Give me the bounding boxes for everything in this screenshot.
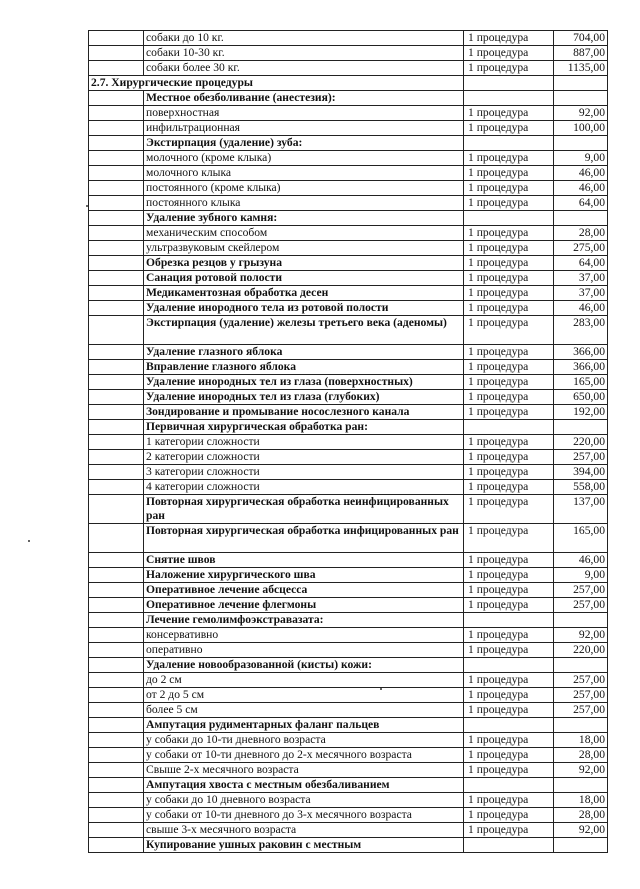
price-cell	[554, 778, 608, 793]
table-row	[89, 256, 608, 271]
table-row	[89, 673, 608, 688]
unit-cell: 1 процедура	[464, 435, 554, 450]
blank-cell	[89, 46, 144, 61]
procedure-name: собаки до 10 кг.	[144, 31, 464, 46]
table-row	[89, 420, 608, 435]
unit-cell: 1 процедура	[464, 405, 554, 420]
price-cell: 9,00	[554, 568, 608, 583]
price-cell	[554, 838, 608, 853]
blank-cell	[89, 196, 144, 211]
table-row	[89, 151, 608, 166]
procedure-name: у собаки до 10-ти дневного возраста	[144, 733, 464, 748]
price-cell: 650,00	[554, 390, 608, 405]
blank-cell	[89, 658, 144, 673]
price-cell: 220,00	[554, 435, 608, 450]
blank-cell	[89, 106, 144, 121]
price-cell: 18,00	[554, 733, 608, 748]
blank-cell	[89, 763, 144, 778]
table-row	[89, 495, 608, 524]
unit-cell: 1 процедура	[464, 301, 554, 316]
procedure-name: инфильтрационная	[144, 121, 464, 136]
blank-cell	[89, 838, 144, 853]
table-row	[89, 583, 608, 598]
blank-cell	[89, 628, 144, 643]
table-row	[89, 106, 608, 121]
table-row	[89, 345, 608, 360]
unit-cell	[464, 613, 554, 628]
unit-cell: 1 процедура	[464, 495, 554, 524]
unit-cell: 1 процедура	[464, 121, 554, 136]
procedure-name: ультразвуковым скейлером	[144, 241, 464, 256]
table-row	[89, 316, 608, 345]
blank-cell	[89, 420, 144, 435]
blank-cell	[89, 808, 144, 823]
group-heading: Удаление зубного камня:	[144, 211, 464, 226]
table-row	[89, 613, 608, 628]
unit-cell	[464, 658, 554, 673]
table-row	[89, 733, 608, 748]
procedure-name: Удаление глазного яблока	[144, 345, 464, 360]
table-row	[89, 718, 608, 733]
table-row	[89, 360, 608, 375]
unit-cell: 1 процедура	[464, 61, 554, 76]
unit-cell	[464, 76, 554, 91]
price-cell: 257,00	[554, 688, 608, 703]
unit-cell	[464, 136, 554, 151]
section-heading: 2.7. Хирургические процедуры	[89, 76, 464, 91]
price-cell	[554, 420, 608, 435]
procedure-name: Удаление инородного тела из ротовой полости	[144, 301, 464, 316]
table-row	[89, 823, 608, 838]
procedure-name: собаки более 30 кг.	[144, 61, 464, 76]
blank-cell	[89, 703, 144, 718]
unit-cell	[464, 91, 554, 106]
procedure-name: 3 категории сложности	[144, 465, 464, 480]
blank-cell	[89, 390, 144, 405]
table-row	[89, 480, 608, 495]
price-cell: 100,00	[554, 121, 608, 136]
procedure-name: Обрезка резцов у грызуна	[144, 256, 464, 271]
group-heading: Первичная хирургическая обработка ран:	[144, 420, 464, 435]
table-row	[89, 166, 608, 181]
table-row	[89, 31, 608, 46]
procedure-name: молочного (кроме клыка)	[144, 151, 464, 166]
price-cell: 92,00	[554, 763, 608, 778]
blank-cell	[89, 643, 144, 658]
price-cell	[554, 211, 608, 226]
price-cell: 28,00	[554, 748, 608, 763]
price-cell: 46,00	[554, 301, 608, 316]
price-cell	[554, 76, 608, 91]
unit-cell: 1 процедура	[464, 226, 554, 241]
unit-cell: 1 процедура	[464, 196, 554, 211]
procedure-name: у собаки от 10-ти дневного до 2-х месячного возраста	[144, 748, 464, 763]
table-row	[89, 598, 608, 613]
procedure-name: оперативно	[144, 643, 464, 658]
price-cell: 257,00	[554, 673, 608, 688]
unit-cell: 1 процедура	[464, 450, 554, 465]
price-cell	[554, 658, 608, 673]
table-row	[89, 46, 608, 61]
procedure-name: Повторная хирургическая обработка инфицированных ран	[144, 524, 464, 553]
blank-cell	[89, 613, 144, 628]
table-row	[89, 121, 608, 136]
blank-cell	[89, 256, 144, 271]
blank-cell	[89, 241, 144, 256]
table-row	[89, 405, 608, 420]
procedure-name: Оперативное лечение абсцесса	[144, 583, 464, 598]
price-cell	[554, 613, 608, 628]
unit-cell: 1 процедура	[464, 524, 554, 553]
table-row	[89, 658, 608, 673]
unit-cell: 1 процедура	[464, 673, 554, 688]
procedure-name: 2 категории сложности	[144, 450, 464, 465]
unit-cell: 1 процедура	[464, 823, 554, 838]
price-cell: 18,00	[554, 793, 608, 808]
blank-cell	[89, 793, 144, 808]
unit-cell: 1 процедура	[464, 480, 554, 495]
procedure-name: Экстирпация (удаление) железы третьего века (аденомы)	[144, 316, 464, 345]
blank-cell	[89, 733, 144, 748]
blank-cell	[89, 598, 144, 613]
price-cell: 366,00	[554, 360, 608, 375]
table-row	[89, 196, 608, 211]
blank-cell	[89, 61, 144, 76]
price-cell: 137,00	[554, 495, 608, 524]
table-row	[89, 181, 608, 196]
procedure-name: Зондирование и промывание носослезного канала	[144, 405, 464, 420]
table-row	[89, 688, 608, 703]
unit-cell	[464, 420, 554, 435]
group-heading: Лечение гемолимфоэкстравазата:	[144, 613, 464, 628]
unit-cell: 1 процедура	[464, 31, 554, 46]
table-row	[89, 763, 608, 778]
blank-cell	[89, 748, 144, 763]
table-row	[89, 226, 608, 241]
blank-cell	[89, 480, 144, 495]
unit-cell: 1 процедура	[464, 256, 554, 271]
price-cell: 366,00	[554, 345, 608, 360]
procedure-name: молочного клыка	[144, 166, 464, 181]
unit-cell: 1 процедура	[464, 360, 554, 375]
table-row	[89, 643, 608, 658]
price-cell: 257,00	[554, 703, 608, 718]
blank-cell	[89, 181, 144, 196]
unit-cell: 1 процедура	[464, 106, 554, 121]
price-cell: 92,00	[554, 106, 608, 121]
procedure-name: Удаление инородных тел из глаза (поверхностных)	[144, 375, 464, 390]
procedure-name: Наложение хирургического шва	[144, 568, 464, 583]
price-cell: 257,00	[554, 583, 608, 598]
procedure-name: собаки 10-30 кг.	[144, 46, 464, 61]
unit-cell	[464, 211, 554, 226]
procedure-name: у собаки от 10-ти дневного до 3-х месячного возраста	[144, 808, 464, 823]
table-row	[89, 76, 608, 91]
unit-cell: 1 процедура	[464, 241, 554, 256]
price-cell: 64,00	[554, 256, 608, 271]
price-cell: 394,00	[554, 465, 608, 480]
price-cell: 165,00	[554, 524, 608, 553]
unit-cell: 1 процедура	[464, 166, 554, 181]
blank-cell	[89, 495, 144, 524]
procedure-name: Оперативное лечение флегмоны	[144, 598, 464, 613]
unit-cell: 1 процедура	[464, 375, 554, 390]
price-cell: 257,00	[554, 450, 608, 465]
price-table-body	[89, 31, 608, 853]
blank-cell	[89, 583, 144, 598]
table-row	[89, 271, 608, 286]
unit-cell: 1 процедура	[464, 46, 554, 61]
price-cell: 165,00	[554, 375, 608, 390]
blank-cell	[89, 211, 144, 226]
price-cell: 28,00	[554, 226, 608, 241]
unit-cell: 1 процедура	[464, 748, 554, 763]
blank-cell	[89, 31, 144, 46]
price-cell: 9,00	[554, 151, 608, 166]
procedure-name: более 5 см	[144, 703, 464, 718]
table-row	[89, 375, 608, 390]
unit-cell: 1 процедура	[464, 628, 554, 643]
unit-cell: 1 процедура	[464, 733, 554, 748]
price-cell: 1135,00	[554, 61, 608, 76]
procedure-name: Медикаментозная обработка десен	[144, 286, 464, 301]
price-cell: 92,00	[554, 823, 608, 838]
unit-cell: 1 процедура	[464, 553, 554, 568]
group-heading: Ампутация рудиментарных фаланг пальцев	[144, 718, 464, 733]
price-cell: 28,00	[554, 808, 608, 823]
unit-cell: 1 процедура	[464, 598, 554, 613]
table-row	[89, 524, 608, 553]
unit-cell: 1 процедура	[464, 703, 554, 718]
blank-cell	[89, 151, 144, 166]
blank-cell	[89, 316, 144, 345]
price-table	[88, 30, 608, 853]
scan-speck	[86, 205, 88, 207]
table-row	[89, 465, 608, 480]
price-cell: 46,00	[554, 181, 608, 196]
price-cell: 192,00	[554, 405, 608, 420]
procedure-name: поверхностная	[144, 106, 464, 121]
price-cell: 275,00	[554, 241, 608, 256]
blank-cell	[89, 465, 144, 480]
table-row	[89, 838, 608, 853]
table-row	[89, 61, 608, 76]
blank-cell	[89, 375, 144, 390]
blank-cell	[89, 286, 144, 301]
procedure-name: Повторная хирургическая обработка неинфицированных ран	[144, 495, 464, 524]
blank-cell	[89, 823, 144, 838]
table-row	[89, 703, 608, 718]
unit-cell: 1 процедура	[464, 271, 554, 286]
unit-cell: 1 процедура	[464, 151, 554, 166]
blank-cell	[89, 405, 144, 420]
group-heading: Ампутация хвоста с местным обезбаливанием	[144, 778, 464, 793]
procedure-name: до 2 см	[144, 673, 464, 688]
price-cell: 887,00	[554, 46, 608, 61]
unit-cell: 1 процедура	[464, 568, 554, 583]
blank-cell	[89, 778, 144, 793]
blank-cell	[89, 360, 144, 375]
price-cell: 283,00	[554, 316, 608, 345]
procedure-name: Снятие швов	[144, 553, 464, 568]
procedure-name: Удаление инородных тел из глаза (глубоких)	[144, 390, 464, 405]
blank-cell	[89, 450, 144, 465]
unit-cell: 1 процедура	[464, 688, 554, 703]
blank-cell	[89, 435, 144, 450]
price-cell: 46,00	[554, 553, 608, 568]
blank-cell	[89, 345, 144, 360]
procedure-name: механическим способом	[144, 226, 464, 241]
table-row	[89, 286, 608, 301]
procedure-name: у собаки до 10 дневного возраста	[144, 793, 464, 808]
table-row	[89, 136, 608, 151]
blank-cell	[89, 718, 144, 733]
price-cell: 46,00	[554, 166, 608, 181]
unit-cell: 1 процедура	[464, 465, 554, 480]
table-row	[89, 211, 608, 226]
unit-cell	[464, 778, 554, 793]
table-row	[89, 793, 608, 808]
price-cell: 704,00	[554, 31, 608, 46]
table-row	[89, 568, 608, 583]
blank-cell	[89, 91, 144, 106]
table-row	[89, 808, 608, 823]
blank-cell	[89, 136, 144, 151]
table-row	[89, 435, 608, 450]
blank-cell	[89, 226, 144, 241]
table-row	[89, 628, 608, 643]
price-cell: 37,00	[554, 271, 608, 286]
unit-cell: 1 процедура	[464, 583, 554, 598]
price-cell	[554, 718, 608, 733]
blank-cell	[89, 301, 144, 316]
procedure-name: консервативно	[144, 628, 464, 643]
blank-cell	[89, 271, 144, 286]
unit-cell: 1 процедура	[464, 763, 554, 778]
unit-cell: 1 процедура	[464, 286, 554, 301]
group-heading: Местное обезболивание (анестезия):	[144, 91, 464, 106]
blank-cell	[89, 166, 144, 181]
group-heading: Купирование ушных раковин с местным	[144, 838, 464, 853]
procedure-name: постоянного (кроме клыка)	[144, 181, 464, 196]
price-cell: 257,00	[554, 598, 608, 613]
procedure-name: от 2 до 5 см	[144, 688, 464, 703]
procedure-name: Вправление глазного яблока	[144, 360, 464, 375]
blank-cell	[89, 121, 144, 136]
price-cell: 92,00	[554, 628, 608, 643]
table-row	[89, 91, 608, 106]
unit-cell	[464, 718, 554, 733]
scan-speck	[380, 688, 382, 690]
table-row	[89, 241, 608, 256]
unit-cell: 1 процедура	[464, 345, 554, 360]
procedure-name: Свыше 2-х месячного возраста	[144, 763, 464, 778]
unit-cell: 1 процедура	[464, 643, 554, 658]
unit-cell	[464, 838, 554, 853]
blank-cell	[89, 524, 144, 553]
price-cell	[554, 91, 608, 106]
unit-cell: 1 процедура	[464, 808, 554, 823]
unit-cell: 1 процедура	[464, 181, 554, 196]
table-row	[89, 553, 608, 568]
procedure-name: постоянного клыка	[144, 196, 464, 211]
scan-speck	[28, 540, 30, 542]
group-heading: Экстирпация (удаление) зуба:	[144, 136, 464, 151]
table-row	[89, 748, 608, 763]
procedure-name: Санация ротовой полости	[144, 271, 464, 286]
procedure-name: свыше 3-х месячного возраста	[144, 823, 464, 838]
table-row	[89, 301, 608, 316]
price-cell: 558,00	[554, 480, 608, 495]
procedure-name: 1 категории сложности	[144, 435, 464, 450]
blank-cell	[89, 688, 144, 703]
blank-cell	[89, 553, 144, 568]
price-cell: 220,00	[554, 643, 608, 658]
table-row	[89, 450, 608, 465]
unit-cell: 1 процедура	[464, 390, 554, 405]
price-cell: 64,00	[554, 196, 608, 211]
blank-cell	[89, 673, 144, 688]
price-cell	[554, 136, 608, 151]
unit-cell: 1 процедура	[464, 793, 554, 808]
table-row	[89, 390, 608, 405]
blank-cell	[89, 568, 144, 583]
group-heading: Удаление новообразованной (кисты) кожи:	[144, 658, 464, 673]
procedure-name: 4 категории сложности	[144, 480, 464, 495]
price-cell: 37,00	[554, 286, 608, 301]
unit-cell: 1 процедура	[464, 316, 554, 345]
table-row	[89, 778, 608, 793]
